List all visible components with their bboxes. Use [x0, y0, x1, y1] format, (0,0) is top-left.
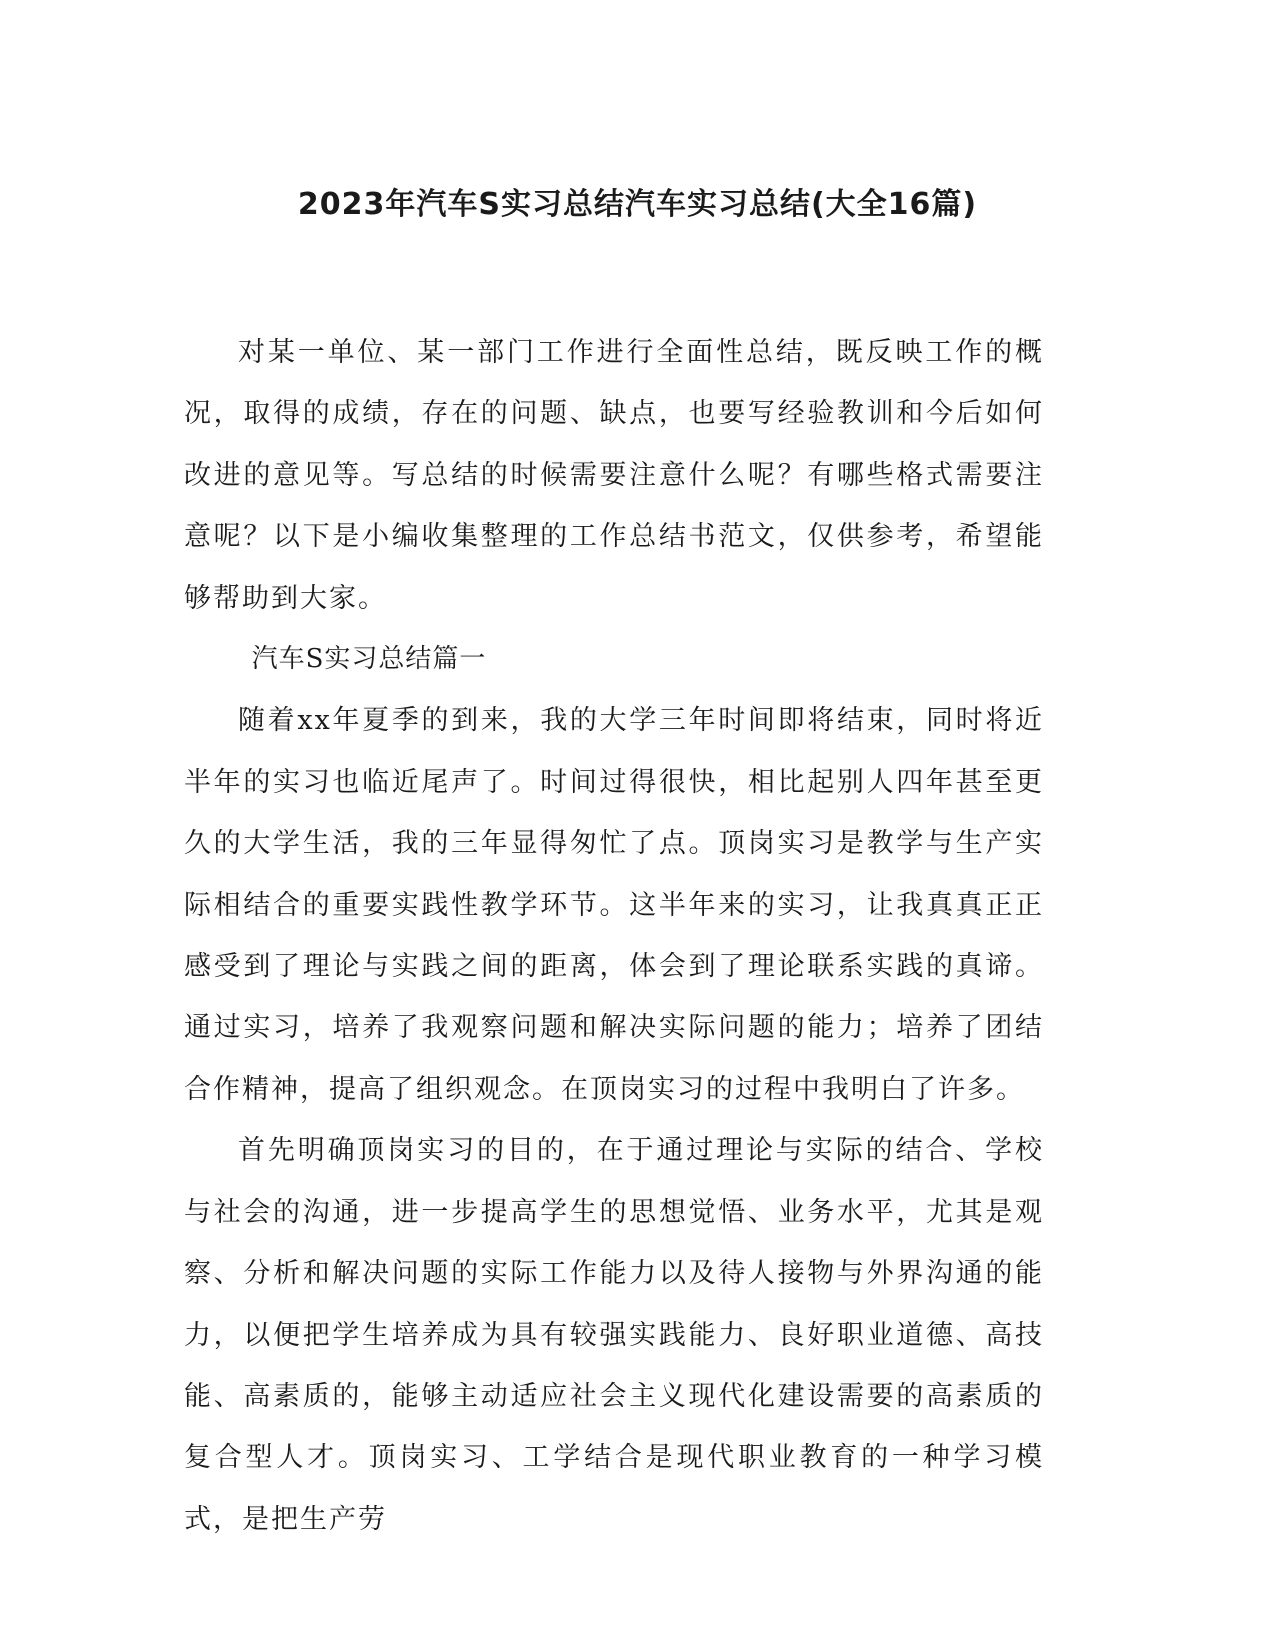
document-title: 2023年汽车S实习总结汽车实习总结(大全16篇): [297, 187, 978, 222]
body-paragraph-1: 随着xx年夏季的到来，我的大学三年时间即将结束，同时将近半年的实习也临近尾声了。时间过得很快，相比起别人四年甚至更久的大学生活，我的三年显得匆忙了点。顶岗实习是教学与生产实际相结合的重要实践性教学环节。这半年来的实习，让我真真正正感受到了理论与实践之间的距离，体会到了理论联系实践的真谛。通过实习，培养了我观察问题和解决实际问题的能力；培养了团结合作精神，提高了组织观念。在顶岗实习的过程中我明白了许多。: [184, 705, 1044, 1105]
section-heading: 汽车S实习总结篇一: [251, 644, 487, 675]
intro-paragraph: 对某一单位、某一部门工作进行全面性总结，既反映工作的概况，取得的成绩，存在的问题、缺点，也要写经验教训和今后如何改进的意见等。写总结的时候需要注意什么呢？有哪些格式需要注意呢？以下是小编收集整理的工作总结书范文，仅供参考，希望能够帮助到大家。: [184, 337, 1044, 614]
document-body: [184, 322, 1044, 1550]
body-paragraph-2: 首先明确顶岗实习的目的，在于通过理论与实际的结合、学校与社会的沟通，进一步提高学生的思想觉悟、业务水平，尤其是观察、分析和解决问题的实际工作能力以及待人接物与外界沟通的能力，以便把学生培养成为具有较强实践能力、良好职业道德、高技能、高素质的，能够主动适应社会主义现代化建设需要的高素质的复合型人才。顶岗实习、工学结合是现代职业教育的一种学习模式，是把生产劳: [184, 1135, 1044, 1535]
